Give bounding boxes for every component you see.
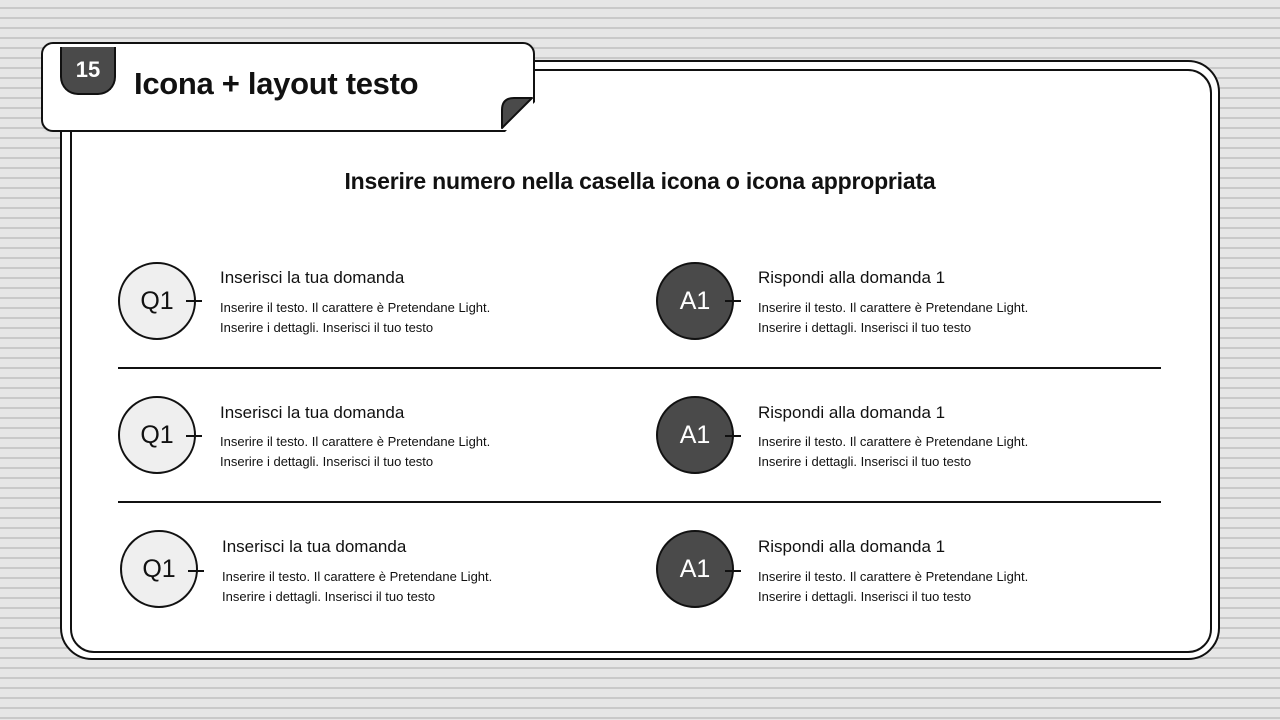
divider	[118, 367, 1161, 369]
page-fold-icon	[500, 96, 534, 130]
answer-text-line1: Inserire il testo. Il carattere è Pretendane Light.	[758, 434, 1029, 449]
question-text-line2: Inserire i dettagli. Inserisci il tuo testo	[222, 589, 436, 604]
question-text-line2: Inserire i dettagli. Inserisci il tuo testo	[220, 320, 434, 335]
answer-text-line2: Inserire i dettagli. Inserisci il tuo testo	[758, 454, 972, 469]
connector-tick	[186, 435, 202, 437]
slide-number-badge: 15	[60, 47, 116, 95]
divider	[118, 501, 1161, 503]
answer-heading: Rispondi alla domanda 1	[758, 268, 946, 287]
answer-icon: A1	[656, 530, 734, 608]
question-heading: Inserisci la tua domanda	[222, 537, 407, 556]
question-heading: Inserisci la tua domanda	[220, 403, 405, 422]
answer-text-line2: Inserire i dettagli. Inserisci il tuo testo	[758, 589, 972, 604]
slide-frame-inner	[70, 69, 1212, 653]
question-icon: Q1	[118, 396, 196, 474]
connector-tick	[725, 435, 741, 437]
page-title: Icona + layout testo	[134, 66, 419, 101]
question-icon: Q1	[120, 530, 198, 608]
question-text-line2: Inserire i dettagli. Inserisci il tuo testo	[220, 454, 434, 469]
answer-heading: Rispondi alla domanda 1	[758, 403, 946, 422]
answer-icon: A1	[656, 262, 734, 340]
connector-tick	[725, 300, 741, 302]
answer-text-line1: Inserire il testo. Il carattere è Pretendane Light.	[758, 300, 1029, 315]
question-text-line1: Inserire il testo. Il carattere è Pretendane Light.	[220, 434, 491, 449]
question-text-line1: Inserire il testo. Il carattere è Pretendane Light.	[220, 300, 491, 315]
question-icon: Q1	[118, 262, 196, 340]
question-text-line1: Inserire il testo. Il carattere è Pretendane Light.	[222, 569, 493, 584]
answer-text-line1: Inserire il testo. Il carattere è Pretendane Light.	[758, 569, 1029, 584]
connector-tick	[725, 570, 741, 572]
slide-subtitle: Inserire numero nella casella icona o icona appropriata	[344, 168, 936, 194]
answer-icon: A1	[656, 396, 734, 474]
connector-tick	[186, 300, 202, 302]
question-heading: Inserisci la tua domanda	[220, 268, 405, 287]
answer-text-line2: Inserire i dettagli. Inserisci il tuo testo	[758, 320, 972, 335]
connector-tick	[188, 570, 204, 572]
answer-heading: Rispondi alla domanda 1	[758, 537, 946, 556]
